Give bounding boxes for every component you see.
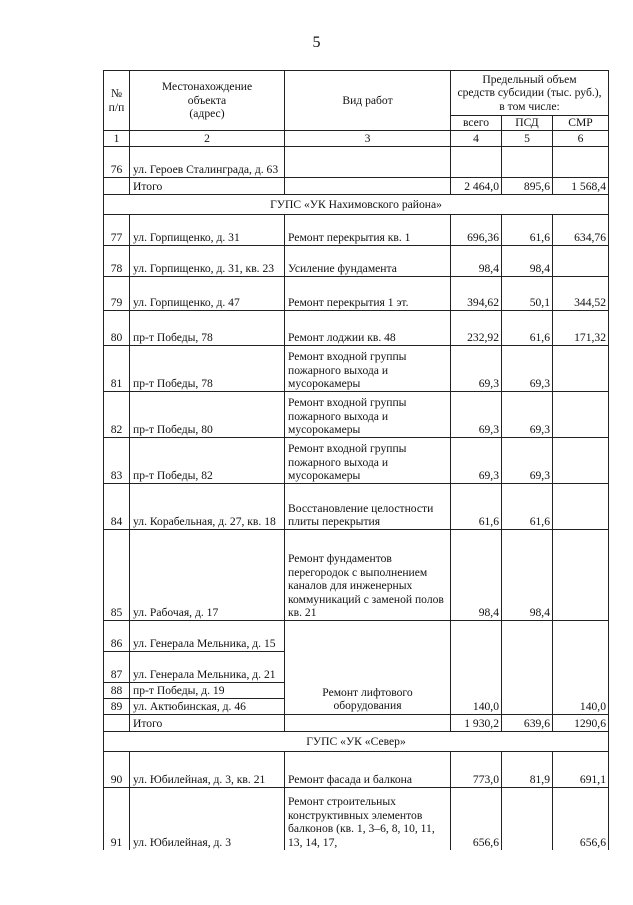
header-work-type: Вид работ <box>285 71 451 131</box>
row-smr: 171,32 <box>553 311 609 346</box>
row-work: Ремонт лифтового оборудования <box>285 621 451 715</box>
page-number: 5 <box>312 34 321 51</box>
row-smr <box>553 147 609 178</box>
table-row <box>104 530 609 621</box>
row-total: 140,0 <box>451 621 502 715</box>
row-work: Ремонт перекрытия кв. 1 <box>285 215 451 246</box>
subtotal-smr: 1 568,4 <box>553 178 609 195</box>
row-number: 90 <box>104 752 130 788</box>
row-number: 80 <box>104 311 130 346</box>
row-psd: 61,6 <box>502 311 553 346</box>
row-total: 69,3 <box>451 392 502 438</box>
table-row <box>104 215 609 246</box>
row-work: Ремонт фундаментов перегородок с выполнением каналов для инженерных коммуникаций с заменой полов кв. 21 <box>285 530 451 621</box>
row-number: 89 <box>104 699 130 715</box>
row-address: ул. Генерала Мельника, д. 15 <box>130 621 285 652</box>
row-psd: 98,4 <box>502 530 553 621</box>
subtotal-label: Итого <box>130 178 285 195</box>
row-psd: 50,1 <box>502 277 553 311</box>
column-number: 5 <box>502 131 553 147</box>
row-address: ул. Горпищенко, д. 31, кв. 23 <box>130 246 285 277</box>
table-row <box>104 246 609 277</box>
row-psd: 61,6 <box>502 215 553 246</box>
header-location: Местонахождение объекта (адрес) <box>130 71 285 131</box>
row-address: ул. Юбилейная, д. 3 <box>130 788 285 850</box>
row-address: ул. Актюбинская, д. 46 <box>130 699 285 715</box>
row-psd: 69,3 <box>502 392 553 438</box>
row-smr <box>553 438 609 484</box>
row-address: ул. Горпищенко, д. 31 <box>130 215 285 246</box>
row-address: пр-т Победы, 80 <box>130 392 285 438</box>
row-total: 394,62 <box>451 277 502 311</box>
row-address: пр-т Победы, д. 19 <box>130 683 285 699</box>
subtotal-psd: 639,6 <box>502 715 553 732</box>
row-work: Ремонт фасада и балкона <box>285 752 451 788</box>
row-number: 83 <box>104 438 130 484</box>
row-psd: 81,9 <box>502 752 553 788</box>
row-smr: 656,6 <box>553 788 609 850</box>
table-row <box>104 484 609 530</box>
table-row <box>104 392 609 438</box>
header-limit: Предельный объем средств субсидии (тыс. руб.), в том числе: <box>451 71 609 116</box>
column-number: 3 <box>285 131 451 147</box>
row-psd: 98,4 <box>502 246 553 277</box>
subsidy-table <box>103 70 609 850</box>
row-number: 91 <box>104 788 130 850</box>
row-total: 98,4 <box>451 530 502 621</box>
section-row <box>104 732 609 752</box>
subtotal-label: Итого <box>130 715 285 732</box>
row-psd: 69,3 <box>502 438 553 484</box>
table-row <box>104 788 609 850</box>
row-psd: 69,3 <box>502 346 553 392</box>
row-work: Усиление фундамента <box>285 246 451 277</box>
row-total: 773,0 <box>451 752 502 788</box>
row-work: Ремонт входной группы пожарного выхода и мусорокамеры <box>285 438 451 484</box>
table-row <box>104 147 609 178</box>
row-work: Ремонт строительных конструктивных элементов балконов (кв. 1, 3–6, 8, 10, 11, 13, 14, 17, <box>285 788 451 850</box>
row-psd <box>502 788 553 850</box>
row-address: ул. Героев Сталинграда, д. 63 <box>130 147 285 178</box>
row-number: 88 <box>104 683 130 699</box>
subtotal-row <box>104 178 609 195</box>
row-psd: 61,6 <box>502 484 553 530</box>
section-title: ГУПС «УК «Север» <box>104 732 609 752</box>
row-address: пр-т Победы, 82 <box>130 438 285 484</box>
row-number: 77 <box>104 215 130 246</box>
subtotal-total: 2 464,0 <box>451 178 502 195</box>
column-number: 6 <box>553 131 609 147</box>
table-row <box>104 346 609 392</box>
header-psd: ПСД <box>502 116 553 131</box>
row-smr: 140,0 <box>553 621 609 715</box>
header-smr: СМР <box>553 116 609 131</box>
row-total: 98,4 <box>451 246 502 277</box>
column-numbers-row <box>104 131 609 147</box>
row-work: Ремонт входной группы пожарного выхода и мусорокамеры <box>285 392 451 438</box>
column-number: 4 <box>451 131 502 147</box>
row-psd <box>502 621 553 715</box>
row-address: пр-т Победы, 78 <box>130 346 285 392</box>
row-work: Восстановление целостности плиты перекрытия <box>285 484 451 530</box>
subtotal-total: 1 930,2 <box>451 715 502 732</box>
header-total: всего <box>451 116 502 131</box>
row-psd <box>502 147 553 178</box>
header-num: № п/п <box>104 71 130 131</box>
row-total: 69,3 <box>451 346 502 392</box>
subtotal-psd: 895,6 <box>502 178 553 195</box>
row-work: Ремонт перекрытия 1 эт. <box>285 277 451 311</box>
row-smr <box>553 392 609 438</box>
row-smr <box>553 530 609 621</box>
row-number: 79 <box>104 277 130 311</box>
column-number: 1 <box>104 131 130 147</box>
table-row <box>104 752 609 788</box>
row-number: 78 <box>104 246 130 277</box>
row-address: ул. Рабочая, д. 17 <box>130 530 285 621</box>
row-address: пр-т Победы, 78 <box>130 311 285 346</box>
row-total: 69,3 <box>451 438 502 484</box>
row-number: 86 <box>104 621 130 652</box>
row-smr: 634,76 <box>553 215 609 246</box>
row-total: 656,6 <box>451 788 502 850</box>
table-row <box>104 621 609 652</box>
row-address: ул. Генерала Мельника, д. 21 <box>130 652 285 683</box>
row-total: 61,6 <box>451 484 502 530</box>
row-total <box>451 147 502 178</box>
table-row <box>104 438 609 484</box>
row-work: Ремонт входной группы пожарного выхода и мусорокамеры <box>285 346 451 392</box>
row-number: 84 <box>104 484 130 530</box>
row-number: 82 <box>104 392 130 438</box>
row-number: 81 <box>104 346 130 392</box>
table-row <box>104 311 609 346</box>
row-smr: 691,1 <box>553 752 609 788</box>
section-row <box>104 195 609 215</box>
row-number: 76 <box>104 147 130 178</box>
row-smr <box>553 484 609 530</box>
row-total: 232,92 <box>451 311 502 346</box>
subtotal-smr: 1290,6 <box>553 715 609 732</box>
row-number: 87 <box>104 652 130 683</box>
row-work: Ремонт лоджии кв. 48 <box>285 311 451 346</box>
row-work <box>285 147 451 178</box>
row-smr <box>553 246 609 277</box>
section-title: ГУПС «УК Нахимовского района» <box>104 195 609 215</box>
row-address: ул. Горпищенко, д. 47 <box>130 277 285 311</box>
row-number: 85 <box>104 530 130 621</box>
row-address: ул. Корабельная, д. 27, кв. 18 <box>130 484 285 530</box>
row-address: ул. Юбилейная, д. 3, кв. 21 <box>130 752 285 788</box>
subtotal-row <box>104 715 609 732</box>
column-number: 2 <box>130 131 285 147</box>
row-smr: 344,52 <box>553 277 609 311</box>
row-total: 696,36 <box>451 215 502 246</box>
row-smr <box>553 346 609 392</box>
table-row <box>104 277 609 311</box>
